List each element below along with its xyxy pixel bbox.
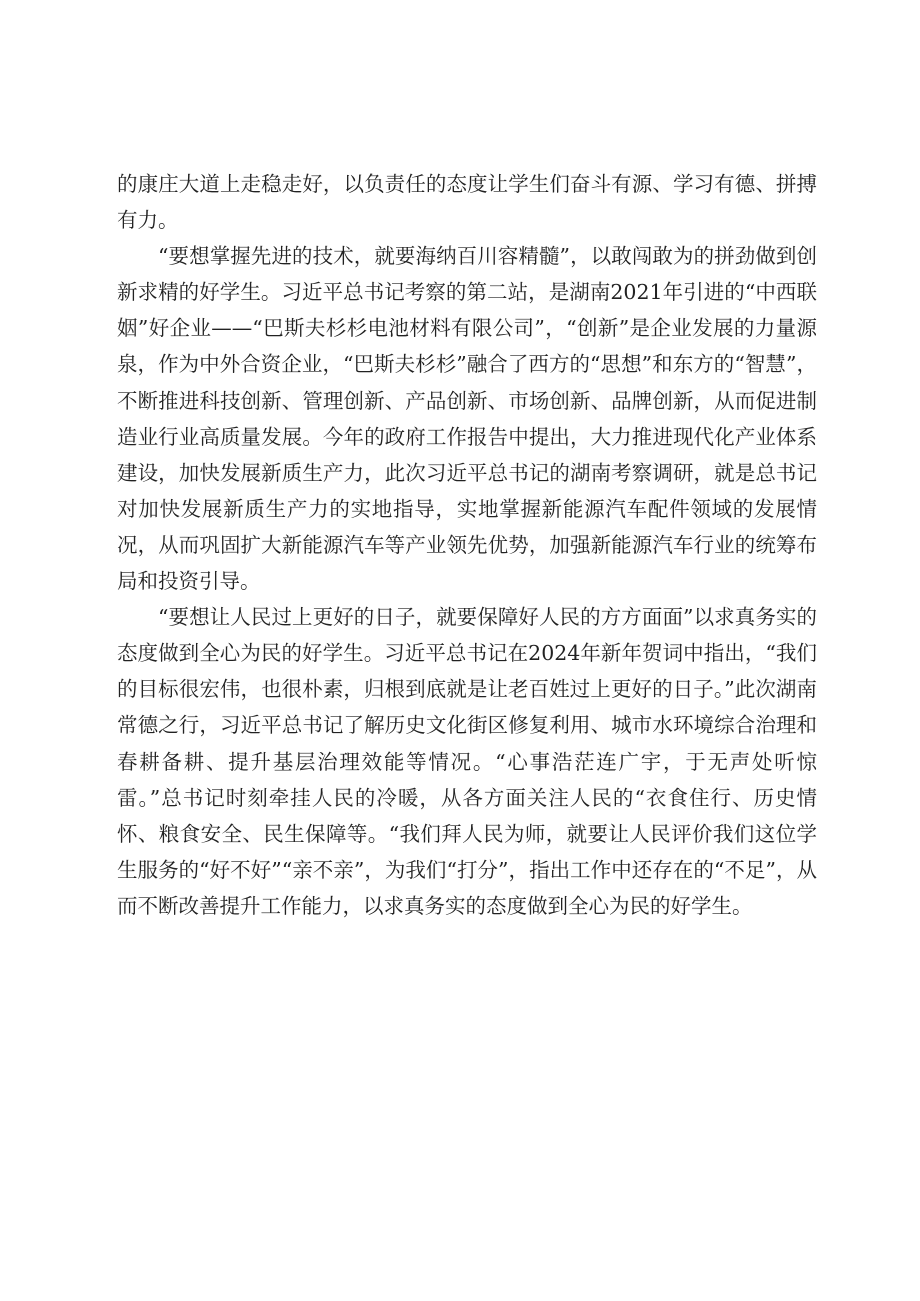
paragraph-2: “要想掌握先进的技术，就要海纳百川容精髓”，以敢闯敢为的拼劲做到创新求精的好学生。习近平总书记考察的第二站，是湖南2021年引进的“中西联姻”好企业——“巴斯夫杉杉电池材料有限公司”，“创新”是企业发展的力量源泉，作为中外合资企业，“巴斯夫杉杉”融合了西方的“思想”和东方的“智慧”，不断推进科技创新、管理创新、产品创新、市场创新、品牌创新，从而促进制造业行业高质量发展。今年的政府工作报告中提出，大力推进现代化产业体系建设，加快发展新质生产力，此次习近平总书记的湖南考察调研，就是总书记对加快发展新质生产力的实地指导，实地掌握新能源汽车配件领域的发展情况，从而巩固扩大新能源汽车等产业领先优势，加强新能源汽车行业的统筹布局和投资引导。 — [117, 244, 817, 594]
paragraph-3: “要想让人民过上更好的日子，就要保障好人民的方方面面”以求真务实的态度做到全心为民的好学生。习近平总书记在2024年新年贺词中指出，“我们的目标很宏伟，也很朴素，归根到底就是让老百姓过上更好的日子。”此次湖南常德之行，习近平总书记了解历史文化街区修复利用、城市水环境综合治理和春耕备耕、提升基层治理效能等情况。“心事浩茫连广宇，于无声处听惊雷。”总书记时刻牵挂人民的冷暖，从各方面关注人民的“衣食住行、历史情怀、粮食安全、民生保障等。“我们拜人民为师，就要让人民评价我们这位学生服务的“好不好”“亲不亲”，为我们“打分”，指出工作中还存在的“不足”，从而不断改善提升工作能力，以求真务实的态度做到全心为民的好学生。 — [117, 605, 817, 918]
paragraph-1: 的康庄大道上走稳走好，以负责任的态度让学生们奋斗有源、学习有德、拼搏有力。 — [117, 172, 817, 233]
document-body — [117, 166, 817, 924]
